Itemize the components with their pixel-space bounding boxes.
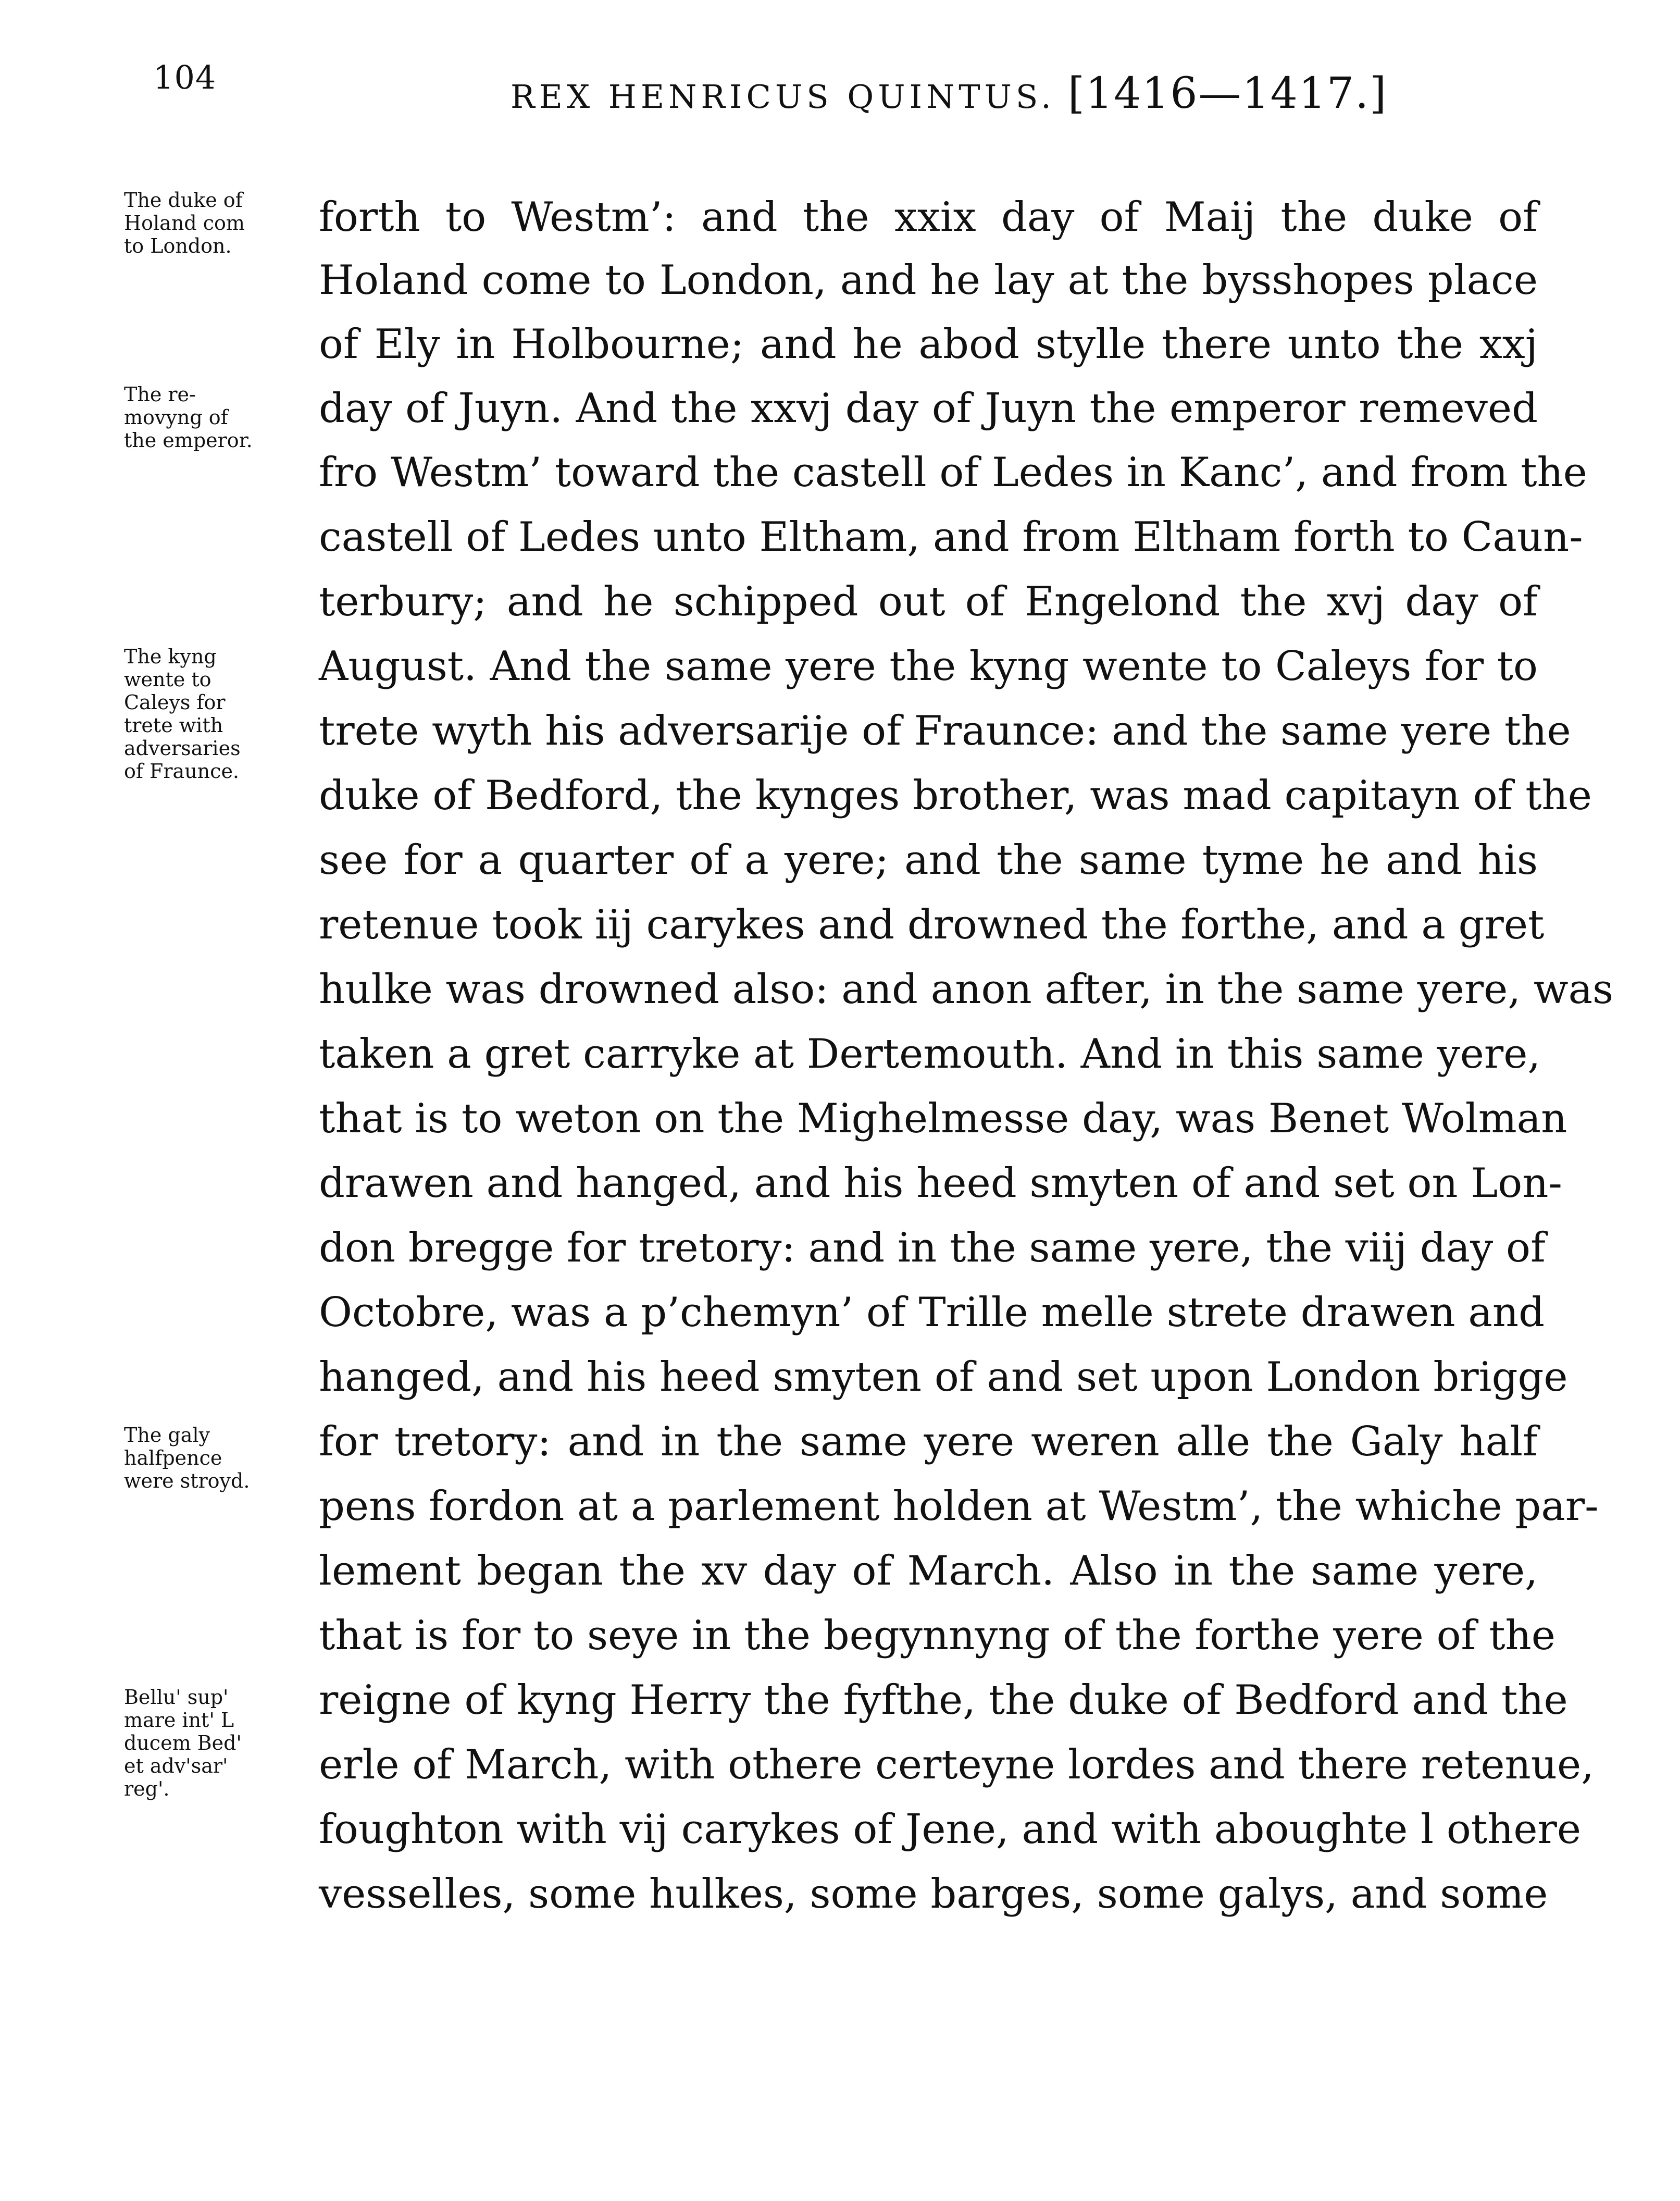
marginal-note: [124, 383, 317, 452]
running-title: REX HENRICUS QUINTUS.: [511, 78, 1055, 116]
marginal-note-line: The kyng: [124, 645, 217, 668]
text-line: hanged, and his heed smyten of and set upon London brigge: [319, 1354, 1568, 1401]
text-line: lement began the xv day of March. Also in the same yere,: [319, 1548, 1538, 1594]
marginal-note-line: adversaries: [124, 737, 241, 760]
text-line: Octobre, was a p’chemyn’ of Trille melle strete drawen and: [319, 1289, 1545, 1336]
marginal-note-line: Bellu' sup': [124, 1686, 229, 1709]
marginal-note-line: halfpence: [124, 1446, 222, 1469]
marginal-note-line: The re-: [124, 383, 196, 406]
marginal-note: [124, 645, 317, 783]
marginal-note-line: movyng of: [124, 406, 228, 429]
text-line: foughton with vij carykes of Jene, and with aboughte l othere: [319, 1806, 1581, 1853]
date-range: [1416—1417.]: [1067, 69, 1388, 118]
marginal-note-line: trete with: [124, 714, 223, 737]
text-line: terbury; and he schipped out of Engelond the xvj day of: [319, 578, 1538, 625]
marginal-note-line: The galy: [124, 1424, 210, 1446]
text-line: Holand come to London, and he lay at the bysshopes place: [319, 257, 1538, 304]
marginal-note-line: et adv'sar': [124, 1754, 228, 1777]
text-line: forth to Westm’: and the xxix day of Maij the duke of: [319, 194, 1538, 241]
text-line: castell of Ledes unto Eltham, and from Eltham forth to Caun-: [319, 514, 1583, 561]
marginal-note-line: were stroyd.: [124, 1469, 250, 1492]
text-line: day of Juyn. And the xxvj day of Juyn the emperor remeved: [319, 385, 1538, 432]
marginal-note-line: The duke of: [124, 189, 243, 212]
text-line: don bregge for tretory: and in the same yere, the viij day of: [319, 1225, 1546, 1271]
text-line: duke of Bedford, the kynges brother, was mad capitayn of the: [319, 772, 1592, 819]
running-head: [511, 69, 1387, 118]
marginal-note-line: reg'.: [124, 1777, 170, 1800]
marginal-note-line: Holand com: [124, 212, 245, 234]
marginal-note-line: to London.: [124, 234, 232, 257]
marginal-note-line: ducem Bed': [124, 1732, 242, 1754]
marginal-note: [124, 189, 317, 257]
text-line: trete wyth his adversarije of Fraunce: and the same yere the: [319, 708, 1571, 755]
text-line: reigne of kyng Herry the fyfthe, the duke of Bedford and the: [319, 1677, 1568, 1724]
text-line: that is for to seye in the begynnyng of the forthe yere of the: [319, 1612, 1555, 1659]
text-line: that is to weton on the Mighelmesse day, was Benet Wolman: [319, 1095, 1567, 1142]
text-line: vesselles, some hulkes, some barges, some galys, and some: [319, 1871, 1548, 1918]
text-line: drawen and hanged, and his heed smyten of and set on Lon-: [319, 1160, 1562, 1207]
text-line: see for a quarter of a yere; and the same tyme he and his: [319, 837, 1538, 884]
text-line: erle of March, with othere certeyne lordes and there retenue,: [319, 1741, 1594, 1788]
text-line: fro Westm’ toward the castell of Ledes in Kanc’, and from the: [319, 449, 1587, 496]
marginal-note: [124, 1686, 317, 1800]
marginal-note-line: Caleys for: [124, 691, 226, 714]
page-number: 104: [153, 58, 217, 96]
text-line: August. And the same yere the kyng wente to Caleys for to: [319, 643, 1538, 690]
text-line: taken a gret carryke at Dertemouth. And in this same yere,: [319, 1031, 1541, 1078]
marginal-note-line: mare int' L: [124, 1709, 234, 1732]
marginal-note: [124, 1424, 317, 1492]
marginal-note-line: the emperor.: [124, 429, 253, 452]
marginal-note-line: of Fraunce.: [124, 760, 240, 783]
text-line: of Ely in Holbourne; and he abod stylle there unto the xxj: [319, 321, 1538, 368]
marginal-note-line: wente to: [124, 668, 211, 691]
text-line: for tretory: and in the same yere weren alle the Galy half: [319, 1418, 1538, 1465]
text-line: pens fordon at a parlement holden at Westm’, the whiche par-: [319, 1483, 1599, 1530]
text-line: hulke was drowned also: and anon after, in the same yere, was: [319, 966, 1614, 1013]
text-line: retenue took iij carykes and drowned the forthe, and a gret: [319, 901, 1545, 948]
